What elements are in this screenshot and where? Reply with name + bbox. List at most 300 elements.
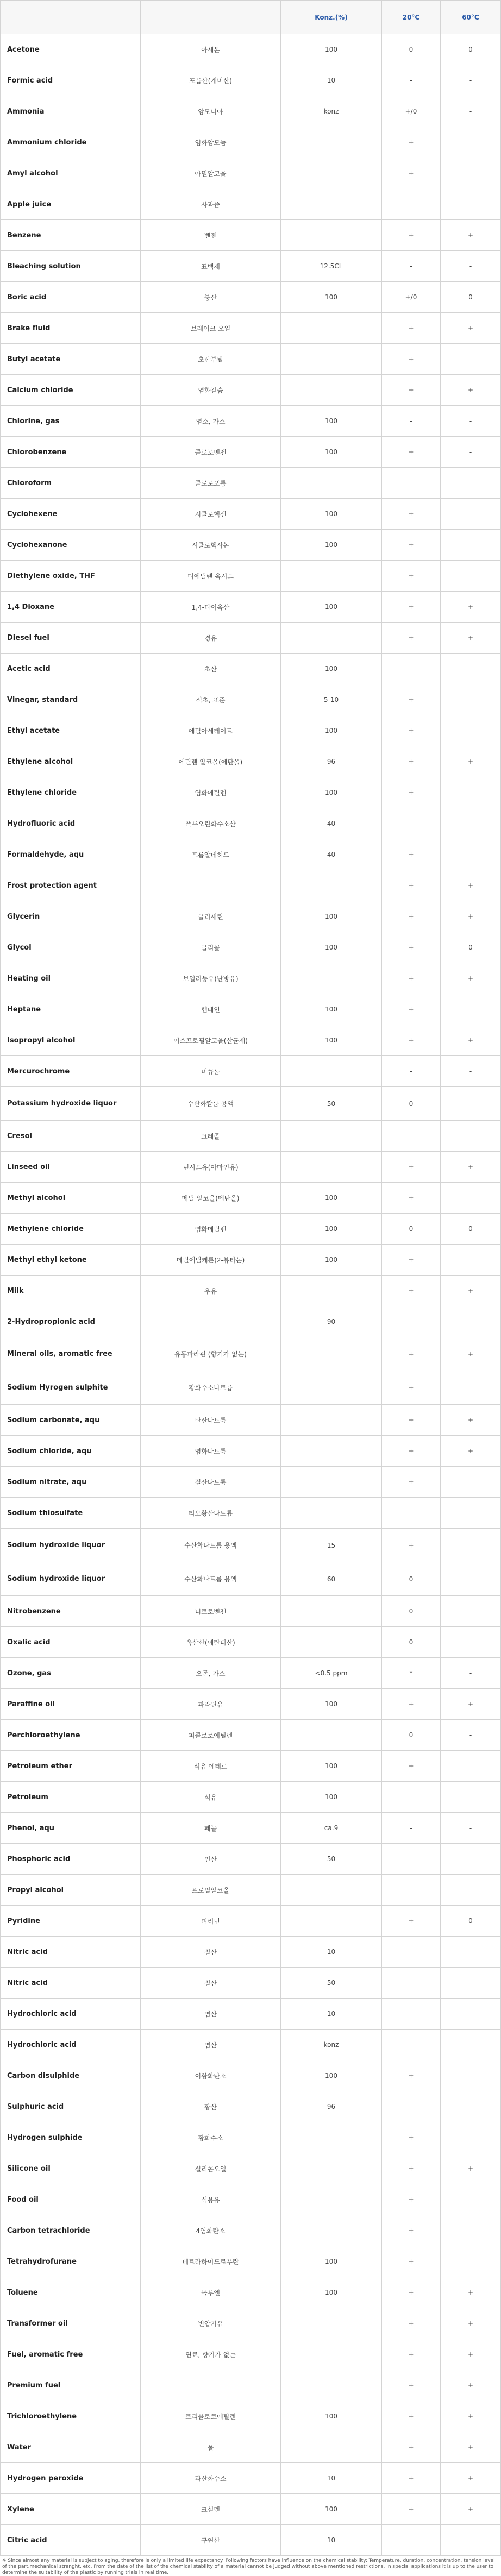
resistance-20c-cell: + [382,2308,441,2339]
table-row [1,1906,501,1937]
resistance-20c-cell: + [382,1529,441,1562]
table-row [1,1152,501,1183]
resistance-60c-cell [441,158,501,189]
substance-name: Mineral oils, aromatic free [1,1337,141,1371]
korean-name: 염화메틸렌 [141,1214,281,1245]
korean-name: 아밀알코올 [141,158,281,189]
resistance-60c-cell: - [441,1306,501,1337]
korean-name: 디에틸렌 옥시드 [141,561,281,592]
korean-name: 시클로헥센 [141,499,281,530]
resistance-60c-cell [441,2184,501,2215]
table-row [1,1937,501,1968]
korean-name: 인산 [141,1844,281,1875]
concentration-cell: 100 [281,654,382,684]
resistance-60c-cell: - [441,96,501,127]
substance-name: Phenol, aqu [1,1813,141,1844]
table-row [1,994,501,1025]
concentration-cell: 100 [281,2401,382,2432]
korean-name: 페놀 [141,1813,281,1844]
table-row [1,1436,501,1467]
resistance-60c-cell: + [441,623,501,654]
table-row [1,2463,501,2494]
substance-name: Ethylene alcohol [1,746,141,777]
table-row [1,2401,501,2432]
concentration-cell: 100 [281,592,382,623]
table-row [1,932,501,963]
table-row [1,808,501,839]
resistance-20c-cell: + [382,1689,441,1720]
resistance-20c-cell [382,1782,441,1813]
resistance-60c-cell: + [441,2463,501,2494]
resistance-60c-cell: + [441,2370,501,2401]
table-row [1,1337,501,1371]
resistance-60c-cell: + [441,1152,501,1183]
resistance-60c-cell: + [441,2494,501,2525]
substance-name: Perchloroethylene [1,1720,141,1751]
table-row [1,220,501,251]
resistance-60c-cell [441,1467,501,1498]
concentration-cell: 100 [281,437,382,468]
resistance-20c-cell [382,189,441,220]
table-body [1,34,501,2556]
concentration-cell [281,1371,382,1405]
resistance-60c-cell: 0 [441,1906,501,1937]
table-row [1,1025,501,1056]
concentration-cell: 50 [281,1968,382,1999]
resistance-20c-cell: * [382,1658,441,1689]
resistance-20c-cell: 0 [382,1596,441,1627]
header-20c: 20°C [382,1,441,34]
table-row [1,406,501,437]
table-row [1,2494,501,2525]
table-row [1,437,501,468]
resistance-60c-cell [441,2525,501,2556]
resistance-60c-cell: - [441,1937,501,1968]
resistance-20c-cell: + [382,344,441,375]
resistance-60c-cell: - [441,2091,501,2122]
korean-name: 메틸 알코올(메탄올) [141,1183,281,1214]
concentration-cell [281,1276,382,1306]
concentration-cell [281,2308,382,2339]
resistance-60c-cell: + [441,220,501,251]
concentration-cell: 100 [281,406,382,437]
substance-name: Acetone [1,34,141,65]
resistance-20c-cell: + [382,715,441,746]
resistance-20c-cell: - [382,1813,441,1844]
substance-name: Heating oil [1,963,141,994]
concentration-cell: 100 [281,2246,382,2277]
table-row [1,1214,501,1245]
korean-name: 프로필알코올 [141,1875,281,1906]
concentration-cell: 90 [281,1306,382,1337]
concentration-cell [281,313,382,344]
substance-name: Potassium hydroxide liquor [1,1087,141,1121]
resistance-60c-cell [441,530,501,561]
resistance-60c-cell: + [441,2308,501,2339]
resistance-20c-cell: - [382,468,441,499]
concentration-cell [281,375,382,406]
resistance-20c-cell: 0 [382,1562,441,1596]
resistance-60c-cell: - [441,65,501,96]
resistance-60c-cell: + [441,1436,501,1467]
korean-name: 염화나트륨 [141,1436,281,1467]
korean-name: 석유 에테르 [141,1751,281,1782]
korean-name: 석유 [141,1782,281,1813]
korean-name: 염산 [141,1999,281,2030]
substance-name: Hydrofluoric acid [1,808,141,839]
substance-name: Benzene [1,220,141,251]
table-row [1,2308,501,2339]
korean-name: 1,4-다이옥산 [141,592,281,623]
resistance-60c-cell: + [441,2432,501,2463]
substance-name: Heptane [1,994,141,1025]
korean-name: 이황화탄소 [141,2060,281,2091]
table-row [1,963,501,994]
table-row [1,530,501,561]
table-row [1,715,501,746]
korean-name: 벤젠 [141,220,281,251]
resistance-20c-cell: + [382,1183,441,1214]
korean-name: 옥살산(에탄디산) [141,1627,281,1658]
resistance-20c-cell: + [382,932,441,963]
korean-name: 포름산(개미산) [141,65,281,96]
table-row [1,65,501,96]
substance-name: Glycerin [1,901,141,932]
resistance-60c-cell [441,127,501,158]
concentration-cell: 100 [281,34,382,65]
table-row [1,654,501,684]
substance-name: Sodium hydroxide liquor [1,1529,141,1562]
substance-name: Propyl alcohol [1,1875,141,1906]
resistance-20c-cell: - [382,808,441,839]
substance-name: Methyl ethyl ketone [1,1245,141,1276]
resistance-20c-cell: + [382,2432,441,2463]
substance-name: Transformer oil [1,2308,141,2339]
table-row [1,1596,501,1627]
table-row [1,96,501,127]
substance-name: Diethylene oxide, THF [1,561,141,592]
substance-name: Hydrochloric acid [1,1999,141,2030]
table-row [1,2060,501,2091]
korean-name: 경유 [141,623,281,654]
resistance-20c-cell: + [382,1152,441,1183]
resistance-60c-cell [441,1782,501,1813]
concentration-cell [281,1467,382,1498]
korean-name: 헵테인 [141,994,281,1025]
resistance-20c-cell: 0 [382,1087,441,1121]
substance-name: Toluene [1,2277,141,2308]
korean-name: 수산화나트륨 용액 [141,1562,281,1596]
resistance-20c-cell: + [382,2463,441,2494]
substance-name: Trichloroethylene [1,2401,141,2432]
korean-name [141,2370,281,2401]
resistance-60c-cell: - [441,1121,501,1152]
resistance-60c-cell: + [441,2277,501,2308]
concentration-cell: 10 [281,1937,382,1968]
table-row [1,1813,501,1844]
concentration-cell: 100 [281,901,382,932]
resistance-20c-cell: + [382,684,441,715]
resistance-60c-cell [441,839,501,870]
table-header [1,1,501,34]
substance-name: Ozone, gas [1,1658,141,1689]
table-row [1,1306,501,1337]
substance-name: Amyl alcohol [1,158,141,189]
resistance-20c-cell: 0 [382,34,441,65]
table-row [1,1121,501,1152]
resistance-20c-cell: - [382,251,441,282]
table-row [1,1999,501,2030]
resistance-60c-cell: + [441,1337,501,1371]
korean-name: 붕산 [141,282,281,313]
resistance-60c-cell [441,344,501,375]
table-row [1,2153,501,2184]
concentration-cell [281,2122,382,2153]
concentration-cell [281,870,382,901]
concentration-cell [281,2215,382,2246]
substance-name: Sodium Hyrogen sulphite [1,1371,141,1405]
table-row [1,1245,501,1276]
korean-name: 연료, 향기가 없는 [141,2339,281,2370]
concentration-cell: 100 [281,1214,382,1245]
table-row [1,2246,501,2277]
concentration-cell [281,468,382,499]
resistance-60c-cell [441,2060,501,2091]
resistance-60c-cell [441,2122,501,2153]
substance-name: 2-Hydropropionic acid [1,1306,141,1337]
korean-name [141,1306,281,1337]
substance-name: Nitric acid [1,1968,141,1999]
resistance-20c-cell: + [382,2184,441,2215]
table-row [1,561,501,592]
header-concentration: Konz.(%) [281,1,382,34]
korean-name: 유동파라핀 (향기가 없는) [141,1337,281,1371]
concentration-cell: 100 [281,715,382,746]
table-row [1,1720,501,1751]
korean-name: 클로로포름 [141,468,281,499]
substance-name: Ethylene chloride [1,777,141,808]
table-row [1,1056,501,1087]
korean-name: 퍼클로로에틸렌 [141,1720,281,1751]
resistance-20c-cell: 0 [382,1627,441,1658]
resistance-60c-cell: - [441,1999,501,2030]
korean-name: 실리콘오일 [141,2153,281,2184]
resistance-20c-cell: - [382,1306,441,1337]
resistance-60c-cell: - [441,808,501,839]
table-row [1,127,501,158]
korean-name: 니트로벤젠 [141,1596,281,1627]
resistance-20c-cell [382,2525,441,2556]
resistance-60c-cell: - [441,1658,501,1689]
substance-name: Sodium carbonate, aqu [1,1405,141,1436]
resistance-60c-cell [441,499,501,530]
korean-name: 트리클로로에틸렌 [141,2401,281,2432]
substance-name: Formic acid [1,65,141,96]
korean-name: 포름알데히드 [141,839,281,870]
korean-name: 이소프로필알코올(살균제) [141,1025,281,1056]
resistance-60c-cell: 0 [441,1214,501,1245]
concentration-cell [281,1056,382,1087]
table-row [1,2215,501,2246]
korean-name: 황화수소 [141,2122,281,2153]
korean-name: 황산 [141,2091,281,2122]
resistance-20c-cell: + [382,901,441,932]
korean-name: 과산화수소 [141,2463,281,2494]
concentration-cell: <0.5 ppm [281,1658,382,1689]
resistance-20c-cell: - [382,1937,441,1968]
resistance-20c-cell: + [382,777,441,808]
substance-name: Carbon tetrachloride [1,2215,141,2246]
resistance-20c-cell: - [382,2030,441,2060]
concentration-cell: 50 [281,1844,382,1875]
resistance-60c-cell: - [441,1720,501,1751]
korean-name: 메틸에틸케톤(2-뷰타논) [141,1245,281,1276]
resistance-60c-cell: + [441,746,501,777]
substance-name: Vinegar, standard [1,684,141,715]
concentration-cell: 100 [281,777,382,808]
resistance-60c-cell [441,1596,501,1627]
concentration-cell: 100 [281,499,382,530]
concentration-cell: 50 [281,1087,382,1121]
substance-name: Linseed oil [1,1152,141,1183]
resistance-60c-cell [441,1498,501,1529]
resistance-60c-cell: - [441,1087,501,1121]
table-row [1,1658,501,1689]
table-row [1,1844,501,1875]
korean-name: 에틸아세테이트 [141,715,281,746]
header-korean-name [141,1,281,34]
concentration-cell [281,1720,382,1751]
substance-name: Premium fuel [1,2370,141,2401]
resistance-60c-cell: - [441,2030,501,2060]
concentration-cell [281,1436,382,1467]
concentration-cell: 100 [281,1025,382,1056]
resistance-60c-cell: + [441,870,501,901]
resistance-20c-cell: + [382,499,441,530]
resistance-60c-cell: - [441,468,501,499]
substance-name: Hydrochloric acid [1,2030,141,2060]
korean-name: 표백제 [141,251,281,282]
resistance-20c-cell: + [382,127,441,158]
concentration-cell [281,1152,382,1183]
table-row [1,1529,501,1562]
concentration-cell [281,1121,382,1152]
korean-name: 시클로헥사논 [141,530,281,561]
table-row [1,1782,501,1813]
concentration-cell [281,2339,382,2370]
concentration-cell: 5-10 [281,684,382,715]
concentration-cell: 96 [281,2091,382,2122]
table-row [1,1751,501,1782]
substance-name: Oxalic acid [1,1627,141,1658]
table-row [1,1371,501,1405]
substance-name: Petroleum ether [1,1751,141,1782]
concentration-cell: 100 [281,530,382,561]
korean-name: 클로로벤젠 [141,437,281,468]
resistance-20c-cell [382,1498,441,1529]
resistance-20c-cell: +/0 [382,282,441,313]
substance-name: Citric acid [1,2525,141,2556]
header-60c: 60°C [441,1,501,34]
resistance-60c-cell [441,777,501,808]
resistance-20c-cell: + [382,220,441,251]
table-row [1,1968,501,1999]
concentration-cell [281,623,382,654]
substance-name: Chlorine, gas [1,406,141,437]
korean-name: 크실렌 [141,2494,281,2525]
table-row [1,1183,501,1214]
resistance-60c-cell: + [441,901,501,932]
resistance-20c-cell: +/0 [382,96,441,127]
concentration-cell [281,561,382,592]
resistance-60c-cell: - [441,251,501,282]
korean-name: 식초, 표준 [141,684,281,715]
resistance-60c-cell [441,1183,501,1214]
table-row [1,2339,501,2370]
table-row [1,2184,501,2215]
resistance-20c-cell: + [382,1436,441,1467]
korean-name: 피리딘 [141,1906,281,1937]
korean-name: 티오황산나트륨 [141,1498,281,1529]
resistance-20c-cell: + [382,1751,441,1782]
table-row [1,468,501,499]
resistance-60c-cell [441,1371,501,1405]
substance-name: 1,4 Dioxane [1,592,141,623]
concentration-cell [281,344,382,375]
resistance-60c-cell: + [441,1276,501,1306]
substance-name: Petroleum [1,1782,141,1813]
concentration-cell [281,2184,382,2215]
resistance-20c-cell: - [382,65,441,96]
korean-name: 글리콜 [141,932,281,963]
concentration-cell: 100 [281,1782,382,1813]
resistance-60c-cell [441,1245,501,1276]
substance-name: Ammonia [1,96,141,127]
resistance-20c-cell: + [382,870,441,901]
table-row [1,2030,501,2060]
resistance-60c-cell: - [441,654,501,684]
substance-name: Tetrahydrofurane [1,2246,141,2277]
concentration-cell: konz [281,2030,382,2060]
resistance-60c-cell [441,715,501,746]
resistance-60c-cell [441,994,501,1025]
resistance-20c-cell: - [382,1999,441,2030]
substance-name: Cyclohexanone [1,530,141,561]
concentration-cell: 10 [281,2525,382,2556]
table-row [1,2432,501,2463]
table-row [1,684,501,715]
resistance-60c-cell: 0 [441,34,501,65]
footnote: ※ Since almost any material is subject to aging, therefore is only a limited life expectancy. Following factors have influence on the chemical stability: Temperature, duration, concentration, tension level of the part,mechanical strenght, etc. From the date of the list of the chemical stability of a material cannot be judged without above mentioned restrictions. In special applications it is up to the user to determine the suitability of the plastic by running trials in real time. [2,2558,495,2575]
resistance-20c-cell: - [382,2091,441,2122]
substance-name: Milk [1,1276,141,1306]
resistance-60c-cell: + [441,592,501,623]
concentration-cell [281,1337,382,1371]
resistance-60c-cell: + [441,2401,501,2432]
substance-name: Sodium nitrate, aqu [1,1467,141,1498]
substance-name: Hydrogen sulphide [1,2122,141,2153]
resistance-20c-cell: + [382,2277,441,2308]
concentration-cell: 12.5CL [281,251,382,282]
korean-name: 염화칼슘 [141,375,281,406]
table-row [1,158,501,189]
concentration-cell: 15 [281,1529,382,1562]
resistance-20c-cell: + [382,2122,441,2153]
concentration-cell [281,1498,382,1529]
resistance-20c-cell: + [382,530,441,561]
resistance-60c-cell [441,2246,501,2277]
table-row [1,375,501,406]
